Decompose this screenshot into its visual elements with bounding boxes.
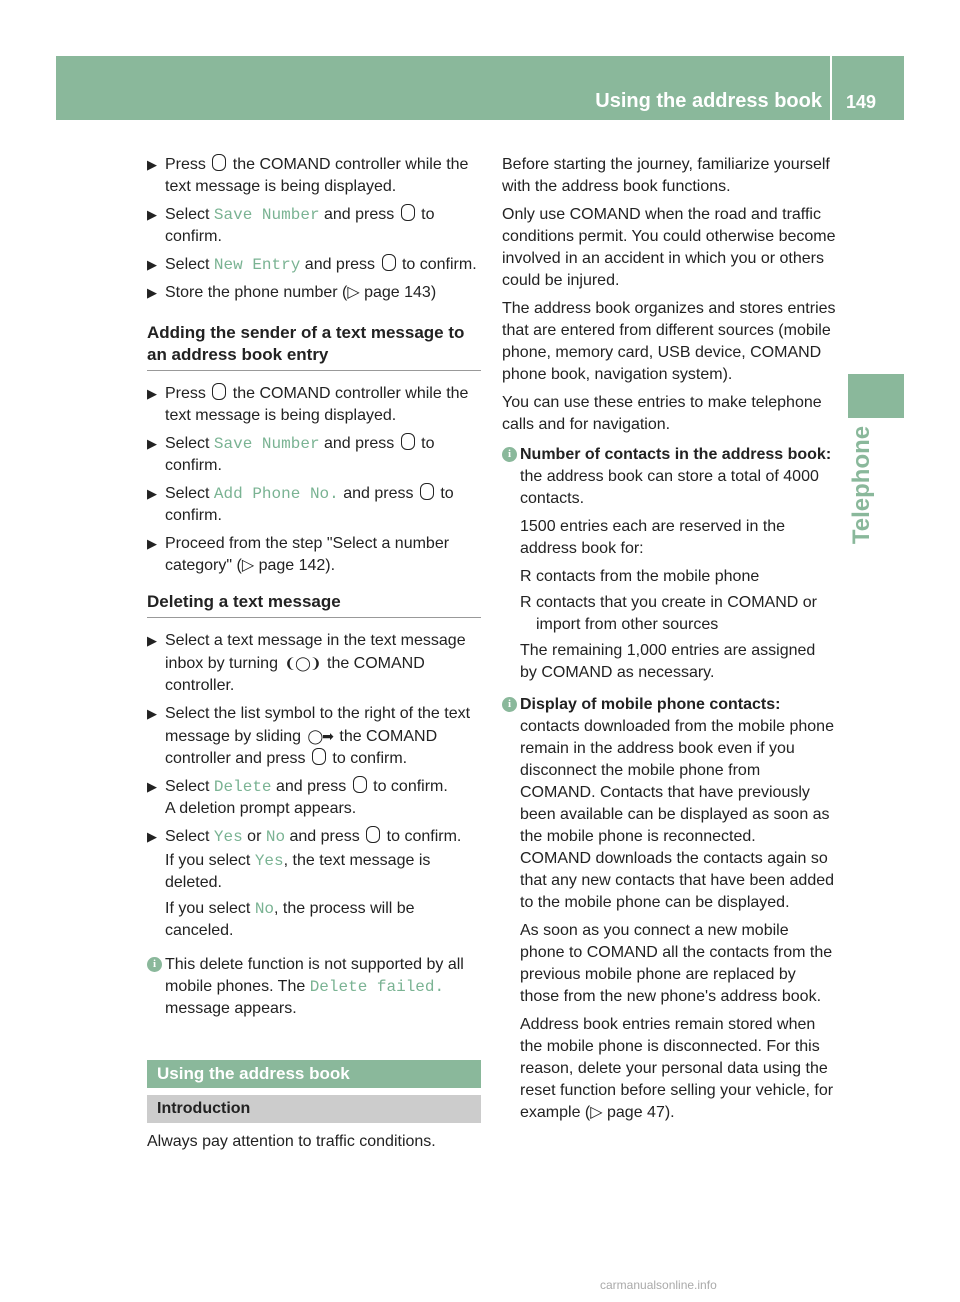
controller-press-icon — [212, 154, 226, 171]
step-text: to confirm. — [165, 485, 454, 524]
step-text: Press — [165, 156, 211, 173]
controller-press-icon — [312, 748, 326, 765]
info-note-contacts — [502, 444, 836, 684]
step-text: to confirm. — [397, 256, 477, 273]
info-text: message appears. — [165, 1000, 297, 1017]
bullet-text: contacts that you create in COMAND or import from other sources — [536, 594, 817, 633]
step-text: to confirm. — [368, 778, 448, 795]
menu-item-text: Delete — [213, 778, 272, 796]
step-text: , the text message is deleted. — [165, 852, 431, 891]
section-bar: Using the address book — [147, 1060, 481, 1088]
step-text: to confirm. — [327, 750, 408, 767]
controller-slide-right-icon: ◯➡ — [307, 728, 333, 744]
steps-add-sender — [147, 383, 481, 577]
info-title: Display of mobile phone contacts: — [520, 696, 781, 713]
menu-item-text: Yes — [213, 828, 243, 846]
info-text: contacts downloaded from the mobile phone remain in the address book even if you disconnect the mobile phone from COMAND. Contacts that have previously been available can be displayed as soon as the mobile phone is reconnected. — [520, 718, 834, 845]
steps-save-number — [147, 154, 481, 304]
step-arrow-icon: ▶ — [147, 436, 157, 451]
info-text: This delete function is not supported by all mobile phones. The — [165, 956, 464, 995]
controller-press-icon — [401, 433, 415, 450]
menu-item-text: Delete failed. — [309, 978, 445, 996]
step-arrow-icon: ▶ — [147, 706, 157, 721]
step-text: Select — [165, 256, 214, 273]
step-arrow-icon: ▶ — [147, 386, 157, 401]
step-text: and press — [338, 485, 418, 502]
bullet-text: contacts from the mobile phone — [536, 568, 760, 585]
menu-item-text: New Entry — [213, 256, 301, 274]
left-column — [147, 154, 481, 1159]
step-arrow-icon: ▶ — [147, 779, 157, 794]
menu-item-text: Save Number — [213, 206, 320, 224]
step-text: to confirm. — [382, 828, 462, 845]
step-text: the COMAND controller while the text message is being displayed. — [165, 156, 469, 195]
controller-press-icon — [382, 254, 396, 271]
step — [147, 282, 481, 304]
step-text: Select — [165, 828, 214, 845]
step-result — [165, 850, 481, 894]
step-arrow-icon: ▶ — [147, 486, 157, 501]
menu-item-text: Add Phone No. — [213, 485, 339, 503]
info-paragraph: As soon as you connect a new mobile phone to COMAND all the contacts from the previous mobile phone are replaced by those from the new phone's address book. — [520, 922, 833, 1005]
step-text: and press — [319, 435, 399, 452]
step — [147, 703, 481, 770]
bullet-icon: R — [520, 568, 532, 585]
step-result-text: A deletion prompt appears. — [165, 800, 357, 817]
step-text: and press — [285, 828, 365, 845]
step-text: Select — [165, 206, 214, 223]
step-text: or — [242, 828, 266, 845]
controller-press-icon — [366, 826, 380, 843]
side-tab-label-wrap — [842, 425, 882, 545]
step-arrow-icon: ▶ — [147, 536, 157, 551]
step-text: If you select — [165, 900, 255, 917]
step — [147, 776, 481, 820]
side-tab — [848, 374, 904, 418]
info-paragraph: 1500 entries each are reserved in the address book for: — [520, 518, 786, 557]
right-column — [502, 154, 836, 1130]
paragraph: You can use these entries to make telephone calls and for navigation. — [502, 394, 822, 433]
step-arrow-icon: ▶ — [147, 257, 157, 272]
step — [147, 204, 481, 248]
step-text: Store the phone number (▷ page 143) — [165, 284, 437, 301]
menu-item-text: Yes — [254, 852, 284, 870]
step-text: the COMAND controller. — [165, 655, 425, 694]
page-header — [56, 56, 904, 120]
step-text: Select a text message in the text message inbox by turning — [165, 632, 466, 672]
step — [147, 154, 481, 198]
step-arrow-icon: ▶ — [147, 829, 157, 844]
step-text: Select — [165, 485, 214, 502]
info-icon: i — [502, 697, 517, 712]
bullet-item — [520, 566, 836, 588]
info-title: Number of contacts in the address book: — [520, 446, 832, 463]
step-result — [165, 898, 481, 942]
info-paragraph: The remaining 1,000 entries are assigned by COMAND as necessary. — [520, 642, 816, 681]
controller-press-icon — [420, 483, 434, 500]
step-text: and press — [271, 778, 351, 795]
steps-delete-message — [147, 630, 481, 942]
step-text: to confirm. — [165, 435, 435, 474]
controller-press-icon — [401, 204, 415, 221]
info-note — [147, 954, 481, 1020]
header-separator — [830, 56, 832, 120]
step-text: Press — [165, 385, 211, 402]
controller-press-icon — [353, 776, 367, 793]
step — [147, 254, 481, 276]
step-text: Select the list symbol to the right of the text message by sliding — [165, 705, 471, 745]
paragraph: The address book organizes and stores entries that are entered from different sources (mobile phone, memory card, USB device, COMAND phone book, navigation system). — [502, 300, 836, 383]
step-text: the COMAND controller and press — [165, 728, 438, 767]
info-paragraph: Address book entries remain stored when the mobile phone is disconnected. For this reason, delete your personal data using the reset function before selling your vehicle, for example (▷ page 47). — [520, 1016, 834, 1121]
step-text: and press — [300, 256, 380, 273]
step-text: to confirm. — [165, 206, 435, 245]
info-text: the address book can store a total of 4000 contacts. — [520, 468, 819, 507]
step-arrow-icon: ▶ — [147, 285, 157, 300]
step-arrow-icon: ▶ — [147, 207, 157, 222]
menu-item-text: Save Number — [213, 435, 320, 453]
bullet-icon: R — [520, 594, 532, 611]
step-text: the COMAND controller while the text message is being displayed. — [165, 385, 469, 424]
subsection-bar: Introduction — [147, 1095, 481, 1123]
intro-text: Always pay attention to traffic conditions. — [147, 1133, 436, 1150]
step-text: Proceed from the step "Select a number category" (▷ page 142). — [165, 535, 450, 574]
step — [147, 433, 481, 477]
step-text: Select — [165, 778, 214, 795]
step — [147, 483, 481, 527]
step-text: Select — [165, 435, 214, 452]
step — [147, 383, 481, 427]
section-heading: Deleting a text message — [147, 591, 481, 618]
step — [147, 533, 481, 577]
paragraph: Before starting the journey, familiarize yourself with the address book functions. — [502, 156, 830, 195]
menu-item-text: No — [265, 828, 286, 846]
header-title: Using the address book — [595, 90, 822, 112]
info-icon: i — [502, 447, 517, 462]
paragraph: Only use COMAND when the road and traffic conditions permit. You could otherwise become involved in an accident in which you or others could be injured. — [502, 206, 836, 289]
step — [147, 630, 481, 697]
info-note-display — [502, 694, 836, 1124]
controller-turn-icon: ❨◯❩ — [284, 655, 321, 671]
side-tab-label: Telephone — [848, 425, 876, 545]
info-paragraph: COMAND downloads the contacts again so that any new contacts that have been added to the mobile phone can be displayed. — [520, 850, 835, 911]
step-text: If you select — [165, 852, 255, 869]
menu-item-text: No — [254, 900, 275, 918]
step-arrow-icon: ▶ — [147, 633, 157, 648]
step-text: , the process will be canceled. — [165, 900, 415, 939]
watermark: carmanualsonline.info — [600, 1278, 717, 1292]
step-text: and press — [319, 206, 399, 223]
controller-press-icon — [212, 383, 226, 400]
page-number: 149 — [845, 92, 876, 112]
section-heading: Adding the sender of a text message to an address book entry — [147, 322, 481, 371]
step — [147, 826, 481, 942]
bullet-item — [520, 592, 836, 636]
info-icon: i — [147, 957, 162, 972]
step-arrow-icon: ▶ — [147, 157, 157, 172]
